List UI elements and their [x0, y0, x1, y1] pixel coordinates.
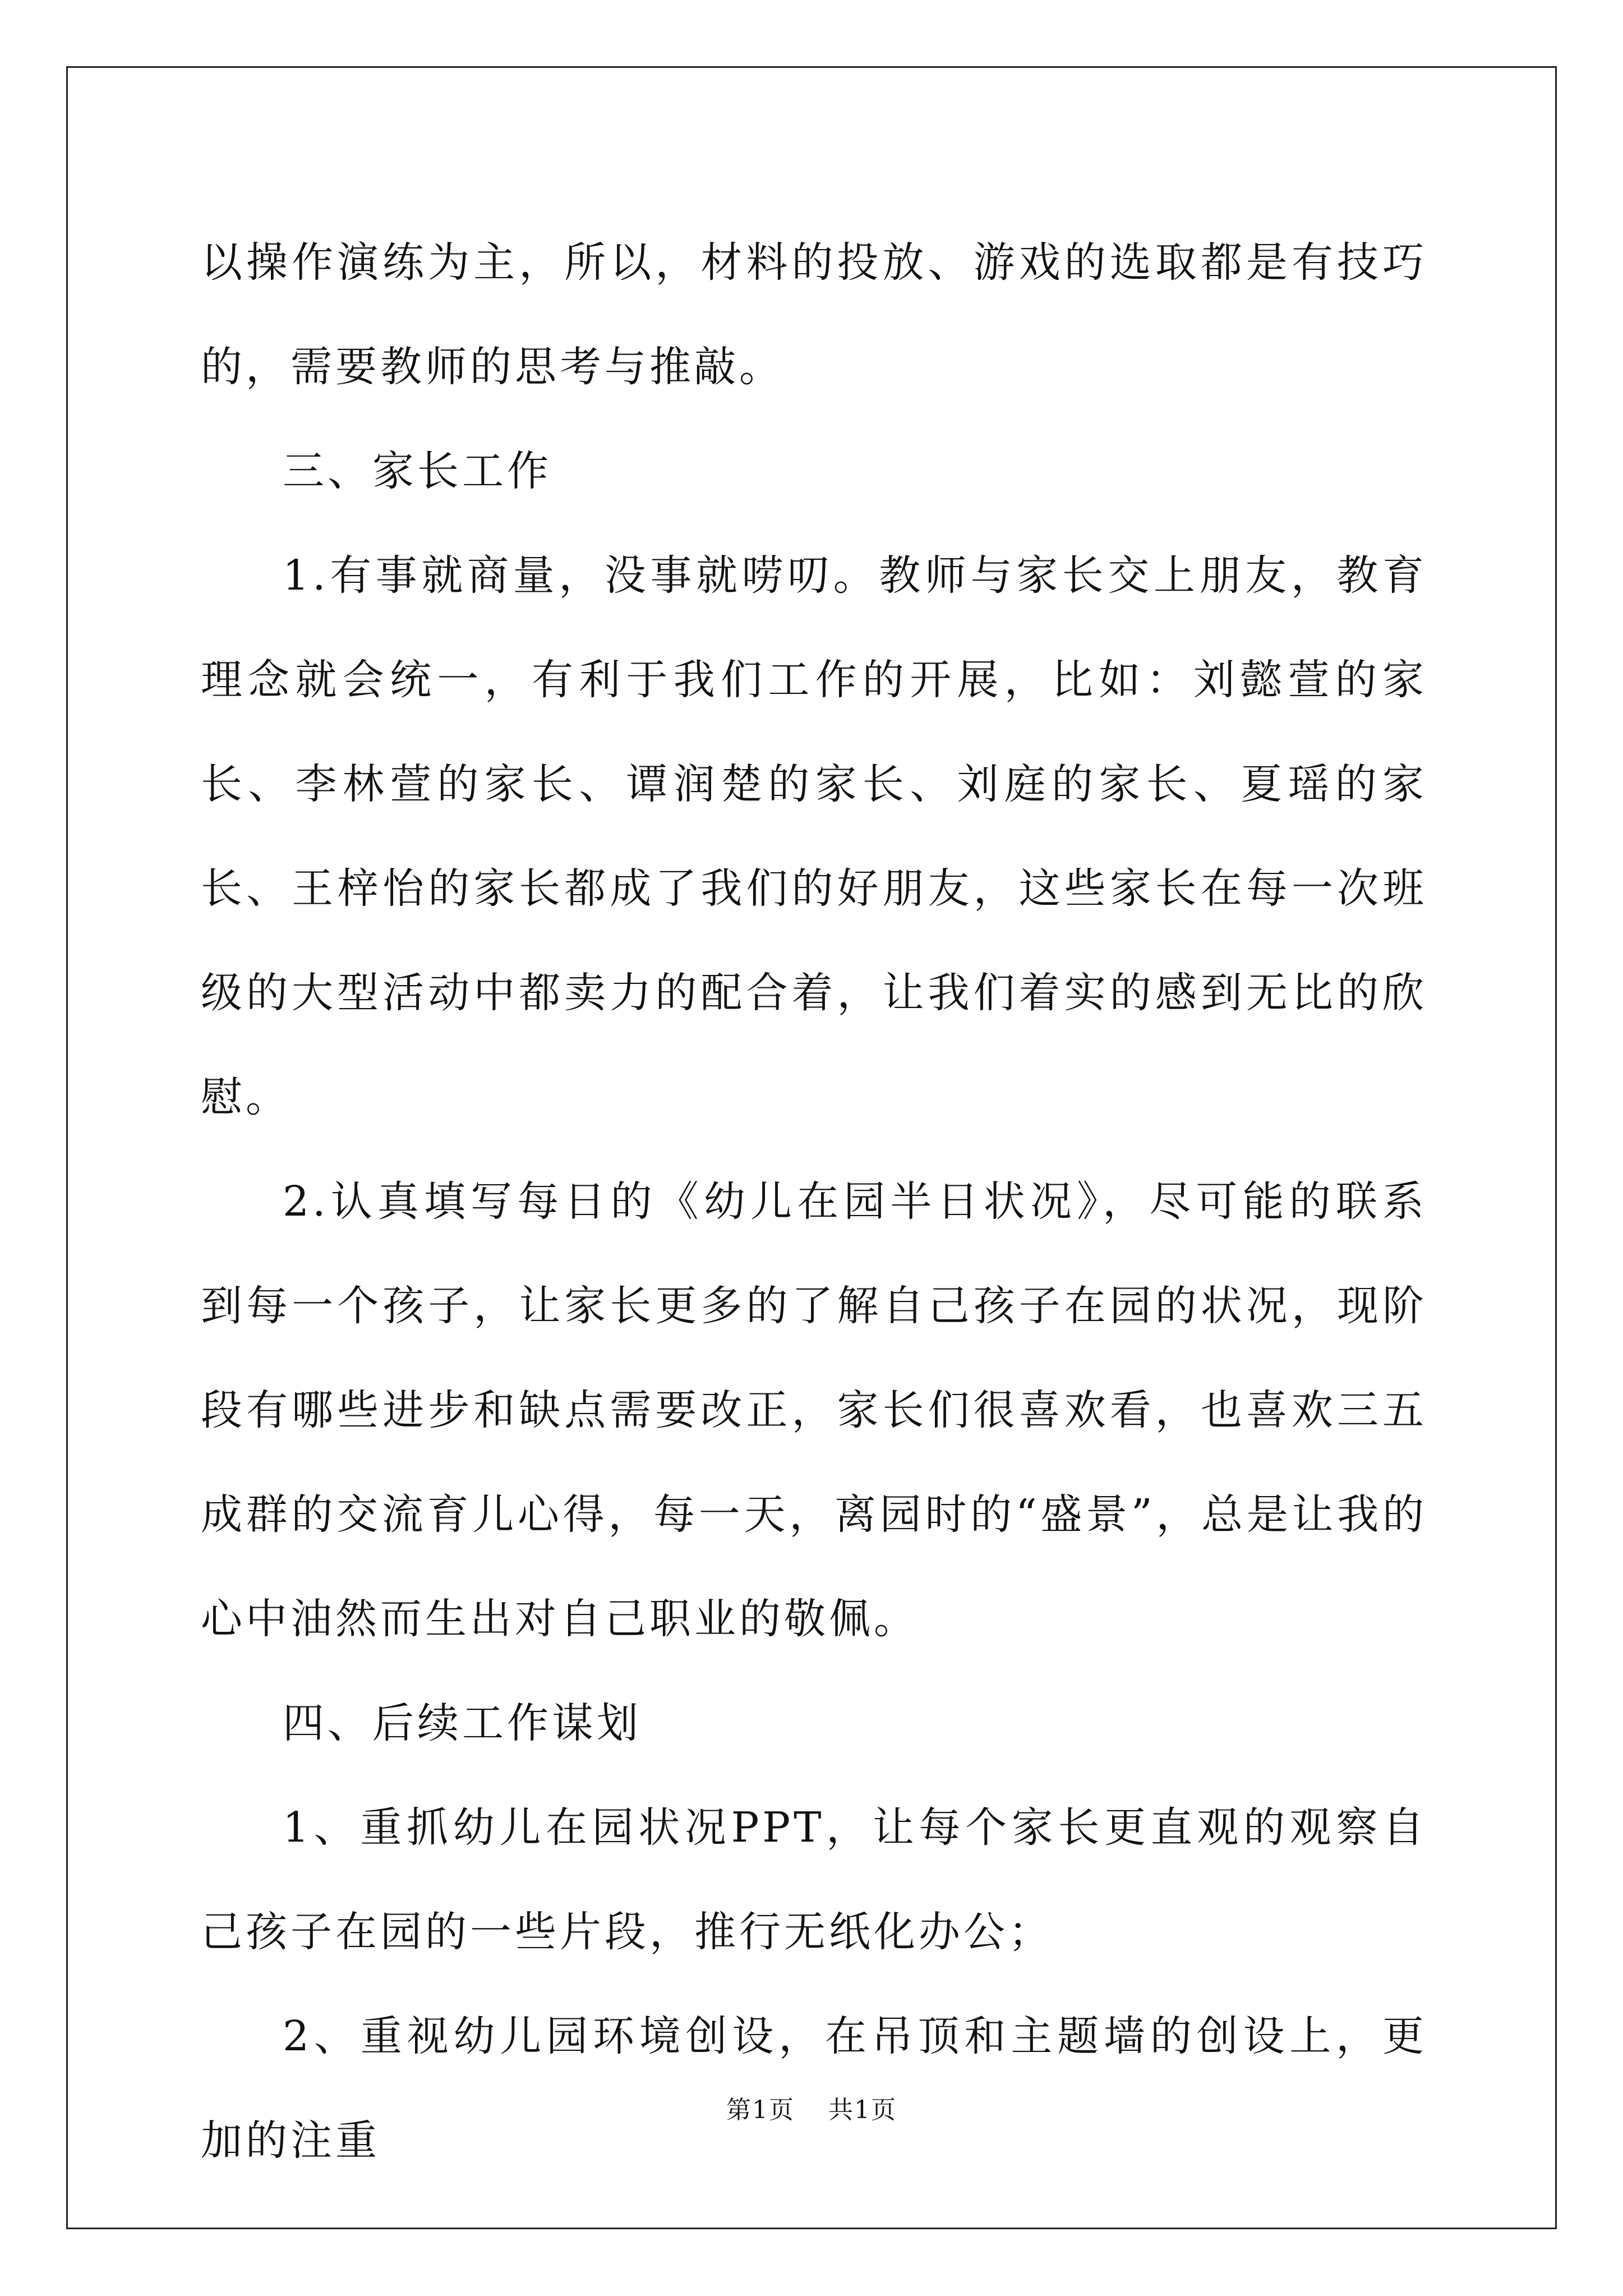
- page-number: 第1页: [726, 2096, 795, 2124]
- paragraph-parent-work-2: 2.认真填写每日的《幼儿在园半日状况》，尽可能的联系到每一个孩子，让家长更多的了解自己孩子在园的状况，现阶段有哪些进步和缺点需要改正，家长们很喜欢看，也喜欢三五成群的交流育儿心得，每一天，离园时的“盛景”，总是让我的心中油然而生出对自己职业的敬佩。: [201, 1177, 1427, 1643]
- section-heading-parent-work: 三、家长工作: [283, 447, 552, 495]
- paragraph-future-plan-2: 2、重视幼儿园环境创设，在吊顶和主题墙的创设上，更加的注重: [201, 2012, 1427, 2165]
- paragraph-future-plan-1: 1、重抓幼儿在园状况PPT，让每个家长更直观的观察自己孩子在园的一些片段，推行无纸化办公；: [201, 1803, 1427, 1956]
- page-footer: [0, 2093, 1623, 2127]
- document-body: [201, 210, 1427, 2193]
- paragraph-parent-work-1: 1.有事就商量，没事就唠叨。教师与家长交上朋友，教育理念就会统一，有利于我们工作的开展，比如：刘懿萱的家长、李林萱的家长、谭润楚的家长、刘庭的家长、夏瑶的家长、王梓怡的家长都成了我们的好朋友，这些家长在每一次班级的大型活动中都卖力的配合着，让我们着实的感到无比的欣慰。: [201, 551, 1427, 1121]
- section-heading-future-plan: 四、后续工作谋划: [283, 1699, 642, 1747]
- page-total: 共1页: [828, 2096, 897, 2124]
- paragraph-1: 以操作演练为主，所以，材料的投放、游戏的选取都是有技巧的，需要教师的思考与推敲。: [201, 238, 1427, 391]
